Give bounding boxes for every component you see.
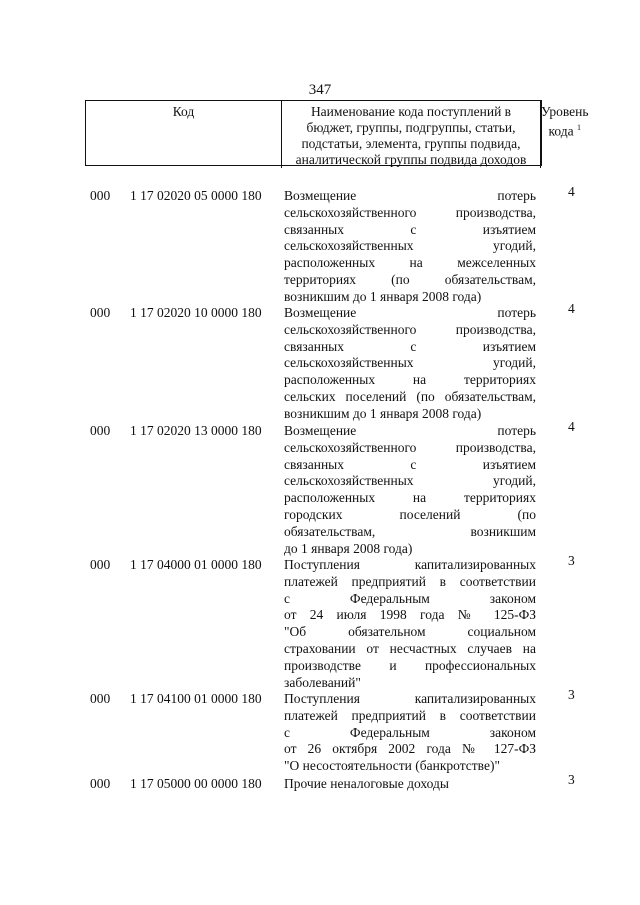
page-number: 347 [308, 82, 332, 98]
name-line: сельскохозяйственных угодий, [284, 355, 536, 371]
header-name-line: бюджет, группы, подгруппы, статьи, [306, 120, 516, 135]
name-line: расположенных на территориях [284, 372, 536, 388]
name-line: территориях (по обязательствам, [284, 271, 536, 287]
code-level: 4 [568, 301, 575, 316]
name-line: платежей предприятий в соответствии [284, 707, 536, 723]
name-line: Возмещение потерь [284, 305, 536, 320]
header-level [541, 101, 589, 168]
name-line: с Федеральным законом [284, 590, 536, 606]
table-header [85, 100, 589, 167]
revenue-name [284, 557, 536, 691]
header-code: Код [86, 101, 282, 168]
name-line: с Федеральным законом [284, 724, 536, 740]
revenue-code: 1 17 02020 10 0000 180 [130, 305, 262, 320]
name-line: платежей предприятий в соответствии [284, 573, 536, 589]
code-level: 3 [568, 687, 575, 702]
admin-code: 000 [90, 188, 111, 203]
name-line: связанных с изъятием [284, 221, 536, 237]
name-line: от 26 октября 2002 года № 127-ФЗ [284, 741, 536, 757]
name-line: расположенных на межселенных [284, 255, 536, 271]
admin-code: 000 [90, 305, 111, 320]
name-line: сельскохозяйственных угодий, [284, 473, 536, 489]
revenue-code: 1 17 05000 00 0000 180 [130, 776, 262, 791]
header-name-line: Наименование кода поступлений в [310, 104, 512, 119]
name-line: сельских поселений (по обязательствам, [284, 388, 536, 404]
header-name [282, 101, 541, 168]
name-line: связанных с изъятием [284, 338, 536, 354]
name-line: сельскохозяйственного производства, [284, 439, 536, 455]
name-line: возникшим до 1 января 2008 года) [284, 288, 482, 304]
revenue-code: 1 17 02020 05 0000 180 [130, 188, 262, 203]
name-line: производстве и профессиональных [284, 657, 536, 673]
revenue-code: 1 17 04100 01 0000 180 [130, 691, 262, 706]
name-line: "О несостоятельности (банкротстве)" [284, 758, 500, 774]
name-line: обязательствам, возникшим [284, 523, 536, 539]
name-line: сельскохозяйственного производства, [284, 204, 536, 220]
admin-code: 000 [90, 423, 111, 438]
name-line: от 24 июля 1998 года № 125-ФЗ [284, 607, 536, 623]
name-line: Поступления капитализированных [284, 557, 536, 572]
code-level: 4 [568, 419, 575, 434]
name-line: страховании от несчастных случаев на [284, 640, 536, 656]
header-level-line [541, 120, 589, 140]
name-line: Возмещение потерь [284, 423, 536, 438]
revenue-code: 1 17 04000 01 0000 180 [130, 557, 262, 572]
name-line: сельскохозяйственного производства, [284, 321, 536, 337]
name-line: Возмещение потерь [284, 188, 536, 203]
revenue-name [284, 423, 536, 557]
code-level: 3 [568, 772, 575, 787]
header-name-line: аналитической группы подвида доходов [295, 152, 527, 167]
header-level-line: Уровень [541, 104, 589, 119]
name-line: расположенных на территориях [284, 490, 536, 506]
name-line: возникшим до 1 января 2008 года) [284, 405, 482, 421]
code-level: 3 [568, 553, 575, 568]
name-line: "Об обязательном социальном [284, 624, 536, 640]
revenue-name [284, 776, 536, 793]
revenue-name [284, 188, 536, 306]
footnote-marker: 1 [577, 123, 582, 132]
header-name-line: подстатьи, элемента, группы подвида, [301, 136, 521, 151]
revenue-name [284, 305, 536, 423]
admin-code: 000 [90, 776, 111, 791]
name-line: Прочие неналоговые доходы [284, 776, 449, 791]
code-level: 4 [568, 184, 575, 199]
name-line: до 1 января 2008 года) [284, 540, 413, 556]
admin-code: 000 [90, 691, 111, 706]
name-line: связанных с изъятием [284, 456, 536, 472]
name-line: сельскохозяйственных угодий, [284, 238, 536, 254]
name-line: заболеваний" [284, 674, 361, 690]
header-level-word: кода [548, 123, 574, 139]
revenue-code: 1 17 02020 13 0000 180 [130, 423, 262, 438]
name-line: городских поселений (по [284, 506, 536, 522]
name-line: Поступления капитализированных [284, 691, 536, 706]
admin-code: 000 [90, 557, 111, 572]
revenue-name [284, 691, 536, 775]
